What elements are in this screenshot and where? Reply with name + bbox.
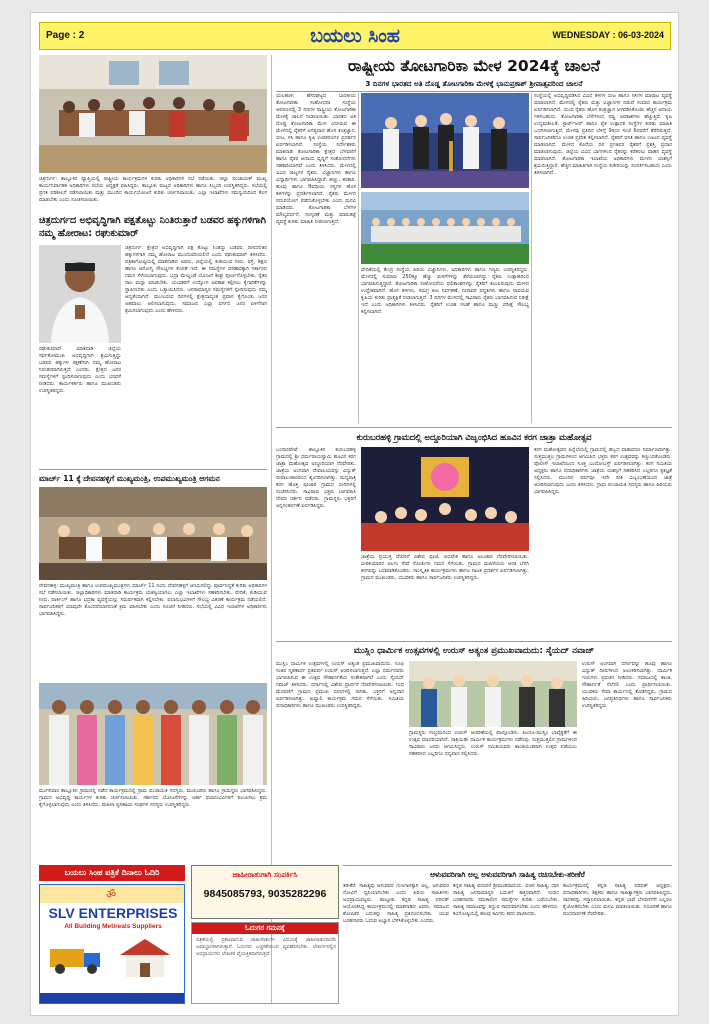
story3-headline: ಮಾರ್ಚ್ 11 ಕ್ಕೆ ದೇವನಹಳ್ಳಿಗೆ ಮುಖ್ಯಮಂತ್ರಿ, ಉಪಮುಖ್ಯಮಂತ್ರಿ ಆಗಮನ (39, 474, 220, 483)
story6-body-col2: ಕನ್ನಡ ಸಾಹಿತ್ಯ ಪರಂಪರೆ ಶ್ರೀಮಂತವಾದುದು. ವಚನ ಸಾಹಿತ್ಯ, ದಾಸ ಸಾಹಿತ್ಯ ಜನಸಾಮಾನ್ಯರ ಬದುಕಿಗೆ ಹತ್ತಿರವಾಗಿದೆ. ಇಂದಿನ ಬರಹಗಾರರು ಸಮಕಾಲೀನ ಸಮಸ್ಯೆಗಳ ಕುರಿತು ಬರೆಯಬೇಕು. ಸಾಹಿತ್ಯ ಸಮಾಜವನ್ನು ತಿದ್ದುವ ಸಾಧನವಾಗಬೇಕು ಎಂದು ಹೇಳಿದರು. ಕವಿಗೋಷ್ಠಿಯಲ್ಲಿ ಹಲವು ಕವಿಗಳು ಕವನ ವಾಚಿಸಿದರು. (453, 883, 559, 917)
photo-caption-group: ಮಂಗಳವಾರ ತಾಲ್ಲೂಕಿನ ಗ್ರಾಮದಲ್ಲಿ ನಡೆದ ಕಾರ್ಯಕ್ರಮದಲ್ಲಿ ಗ್ರಾಮ ಪಂಚಾಯತಿ ಸದಸ್ಯರು, ಮುಖಂಡರು ಹಾಗೂ ಗ್ರಾಮಸ್ಥರು ಭಾಗವಹಿಸಿದ್ದರು. ಗ್ರಾಮದ ಅಭಿವೃದ್ಧಿ ಕಾರ್ಯಗಳ ಕುರಿತು ಚರ್ಚಿಸಲಾಯಿತು. ಸರ್ಕಾರದ ಯೋಜನೆಗಳನ್ನು ಅರ್ಹ ಫಲಾನುಭವಿಗಳಿಗೆ ತಲುಪಿಸಲು ಕ್ರಮ ಕೈಗೊಳ್ಳಲಾಗುವುದು ಎಂದು ತಿಳಿಸಿದರು. ಮಹಿಳಾ ಸ್ವಸಹಾಯ ಸಂಘಗಳ ಸದಸ್ಯರು ಉಪಸ್ಥಿತರಿದ್ದರು. (39, 788, 267, 808)
story3-body: ದೇವನಹಳ್ಳಿ: ಮುಖ್ಯಮಂತ್ರಿ ಹಾಗೂ ಉಪಮುಖ್ಯಮಂತ್ರಿಗಳು ಮಾರ್ಚ್ 11 ರಂದು ದೇವನಹಳ್ಳಿಗೆ ಆಗಮಿಸಲಿದ್ದು ಪೂರ್ವಸಿದ್ಧತೆ ಕುರಿತು ಅಧಿಕಾರಿಗಳ ಸಭೆ ನಡೆಸಲಾಯಿತು. ಜಿಲ್ಲಾಧಿಕಾರಿಗಳು ಮಾತನಾಡಿ ಕಾರ್ಯಕ್ರಮ ಯಶಸ್ವಿಯಾಗಲು ಎಲ್ಲಾ ಇಲಾಖೆಗಳು ಸಹಕರಿಸಬೇಕು. ವೇದಿಕೆ, ಕುಡಿಯುವ ನೀರು, ಪಾರ್ಕಿಂಗ್ ಹಾಗೂ ಭದ್ರತಾ ವ್ಯವಸ್ಥೆಯನ್ನು ಸಮರ್ಪಕವಾಗಿ ಕಲ್ಪಿಸಬೇಕು. ಫಲಾನುಭವಿಗಳಿಗೆ ಸೌಲಭ್ಯ ವಿತರಣೆ ಕಾರ್ಯಕ್ರಮ ನಡೆಯಲಿದೆ. ಸಾರ್ವಜನಿಕರಿಗೆ ಯಾವುದೇ ತೊಂದರೆಯಾಗದಂತೆ ಕ್ರಮ ವಹಿಸಬೇಕು ಎಂದು ಸೂಚನೆ ನೀಡಿದರು. ಸಭೆಯಲ್ಲಿ ವಿವಿಧ ಇಲಾಖೆಗಳ ಅಧಿಕಾರಿಗಳು ಭಾಗವಹಿಸಿದ್ದರು. (39, 583, 267, 617)
slv-subtitle: All Building Metireals Suppliers (64, 923, 162, 930)
notice-body: ಪತ್ರಿಕೆಯಲ್ಲಿ ಪ್ರಕಟವಾಗುವ ಜಾಹೀರಾತುಗಳ ವಿಷಯಕ್ಕೆ ಜಾಹೀರಾತುದಾರರೇ ಜವಾಬ್ದಾರರಾಗಿರುತ್ತಾರೆ. ಓದುಗರು ಎಚ್ಚರಿಕೆಯಿಂದ ವ್ಯವಹರಿಸಬೇಕು. ಲೇಖನಗಳಲ್ಲಿನ ಅಭಿಪ್ರಾಯಗಳು ಲೇಖಕರ ವೈಯಕ್ತಿಕವಾಗಿರುತ್ತವೆ. (196, 937, 336, 957)
banner-ad (39, 865, 185, 881)
photo-meeting-hall (39, 55, 267, 173)
story2-headline (39, 214, 267, 240)
story4-headline: ಕುರುಬರಹಳ್ಳಿ ಗ್ರಾಮದಲ್ಲಿ ಅದ್ದೂರಿಯಾಗಿ ವಿಜೃಂಭಿಸಿದ ಹೂವಿನ ಕರಗ ಜಾತ್ರಾ ಮಹೋತ್ಸವ (356, 432, 592, 442)
story5-body-left: ಮುಸ್ಲಿಂ ಧಾರ್ಮಿಕ ಉತ್ಸವಗಳಲ್ಲಿ ಉರುಸ್ ಅತ್ಯಂತ ಪ್ರಮುಖವಾದುದು. ಸೂಫಿ ಸಂತರ ಸ್ಮರಣಾರ್ಥ ಪ್ರತಿವರ್ಷ ಉರುಸ್ ಆಚರಿಸಲಾಗುತ್ತದೆ. ಎಲ್ಲಾ ಧರ್ಮದವರು ಭಾಗವಹಿಸುವ ಈ ಉತ್ಸವ ಸೌಹಾರ್ದತೆಯ ಸಂಕೇತವಾಗಿದೆ ಎಂದು ಸೈಯದ್ ನವಾಜ್ ತಿಳಿಸಿದರು. ದರ್ಗಾದಲ್ಲಿ ವಿಶೇಷ ಪ್ರಾರ್ಥನೆ ನೆರವೇರಿಸಲಾಯಿತು. ಗಂಧ ಮೆರವಣಿಗೆ ಗ್ರಾಮದ ಪ್ರಮುಖ ಬೀದಿಗಳಲ್ಲಿ ಸಾಗಿತು. ಭಕ್ತರಿಗೆ ಅನ್ನದಾನ ಏರ್ಪಡಿಸಲಾಗಿತ್ತು. ಖವ್ವಾಲಿ ಕಾರ್ಯಕ್ರಮ ಗಮನ ಸೆಳೆಯಿತು. ಸಮಿತಿಯ ಪದಾಧಿಕಾರಿಗಳು ಹಾಗೂ ಮುಖಂಡರು ಉಪಸ್ಥಿತರಿದ್ದರು. (276, 661, 404, 709)
story5-body-mid: ಗ್ರಾಮಸ್ಥರು ಸಂಭ್ರಮದಿಂದ ಉರುಸ್ ಆಚರಣೆಯಲ್ಲಿ ಪಾಲ್ಗೊಂಡರು. ಹಿಂದೂ-ಮುಸ್ಲಿಂ ಭಾವೈಕ್ಯತೆಗೆ ಈ ಉತ್ಸವ ಮಾದರಿಯಾಗಿದೆ. ರಾತ್ರಿಯಿಡೀ ಧಾರ್ಮಿಕ ಕಾರ್ಯಕ್ರಮಗಳು ನಡೆದವು. ಸುತ್ತಮುತ್ತಲಿನ ಗ್ರಾಮಗಳಿಂದ ಸಾವಿರಾರು ಜನರು ಆಗಮಿಸಿದ್ದರು. ಉರುಸ್ ಸಮಿತಿಯವರು ಶಾಂತಿಯುತವಾಗಿ ಉತ್ಸವ ನಡೆಯಲು ಸಹಕರಿಸಿದ ಎಲ್ಲರಿಗೂ ಧನ್ಯವಾದ ಸಲ್ಲಿಸಿದರು. (409, 730, 577, 757)
photo-inauguration (361, 93, 529, 188)
photo-karaga-festival (361, 447, 529, 551)
newspaper-page (30, 12, 679, 1016)
classified-box (191, 865, 339, 919)
story5-headline: ಮುಸ್ಲಿಂ ಧಾರ್ಮಿಕ ಉತ್ಸವಗಳಲ್ಲಿ ಉರುಸ್ ಅತ್ಯಂತ ಪ್ರಮುಖವಾದುದು: ಸೈಯದ್ ನವಾಜ್ (353, 646, 595, 656)
main-subheadline: 3 ದಿನಗಳ ಭಾರತದ ಅತಿ ದೊಡ್ಡ ತೋಟಗಾರಿಕಾ ಮೇಳಕ್ಕೆ ಭಾನುಪ್ರಕಾಶ್ ಶ್ರೀವಾತ್ಸವರಿಂದ ಚಾಲನೆ (365, 79, 583, 88)
truck-icon (48, 937, 106, 977)
main-story-col2: ವೇದಿಕೆಯಲ್ಲಿ ಕೇಂದ್ರ ಸಂಸ್ಥೆಯ ಹಿರಿಯ ವಿಜ್ಞಾನಿಗಳು, ಅಧಿಕಾರಿಗಳು ಹಾಗೂ ಗಣ್ಯರು ಉಪಸ್ಥಿತರಿದ್ದರು. ಮೇಳದಲ್ಲಿ ಸುಮಾರು 250ಕ್ಕೂ ಹೆಚ್ಚು ಮಳಿಗೆಗಳನ್ನು ತೆರೆಯಲಾಗಿದ್ದು ರೈತರು ಉತ್ಸಾಹದಿಂದ ಭಾಗವಹಿಸುತ್ತಿದ್ದಾರೆ. ತೋಟಗಾರಿಕಾ ಸಂಶೋಧನೆಯ ಫಲಿತಾಂಶಗಳನ್ನು ರೈತರಿಗೆ ತಲುಪಿಸುವುದು ಮೇಳದ ಉದ್ದೇಶವಾಗಿದೆ. ಹೊಸ ತಳಿಗಳು, ಸಮಗ್ರ ಕೀಟ ನಿರ್ವಹಣೆ, ನೀರಾವರಿ ಪದ್ಧತಿಗಳು ಹಾಗೂ ಸಾವಯವ ಕೃಷಿಯ ಕುರಿತು ಪ್ರಾತ್ಯಕ್ಷಿಕೆ ನೀಡಲಾಗುತ್ತಿದೆ. 3 ದಿನಗಳ ಮೇಳದಲ್ಲಿ ಸಾವಿರಾರು ರೈತರು ಭಾಗವಹಿಸುವ ನಿರೀಕ್ಷೆ ಇದೆ ಎಂದು ಅಧಿಕಾರಿಗಳು ತಿಳಿಸಿದರು. ರೈತರಿಗೆ ಉಚಿತ ಸಲಹೆ ಹಾಗೂ ಮಣ್ಣು ಪರೀಕ್ಷೆ ಸೌಲಭ್ಯ ಕಲ್ಪಿಸಲಾಗಿದೆ. (361, 267, 529, 315)
page-number: Page : 2 (46, 30, 85, 41)
slv-name: SLV ENTERPRISES (48, 905, 178, 921)
story6-headline: ಆಳುವವರಿಗಾಗಿ ಅಲ್ಲ ಅಳುವವರಿಗಾಗಿ ಸಾಹಿತ್ಯ ರಚಿಸಬೇಕು-ತರೀಕೆರೆ (430, 870, 585, 879)
main-story-col3: ಸಂಸ್ಥೆಯಲ್ಲಿ ಅಭಿವೃದ್ಧಿಪಡಿಸಿದ ವಿವಿಧ ತಳಿಗಳ ಬೀಜ ಹಾಗೂ ಸಸಿಗಳ ಮಾರಾಟ ವ್ಯವಸ್ಥೆ ಮಾಡಲಾಗಿದೆ. ಮೇಳದಲ್ಲಿ ರೈತರು ಮತ್ತು ವಿಜ್ಞಾನಿಗಳ ನಡುವೆ ಸಂವಾದ ಕಾರ್ಯಕ್ರಮ ಏರ್ಪಡಿಸಲಾಗಿದೆ. ಯುವ ರೈತರು ಹೊಸ ತಂತ್ರಜ್ಞಾನ ಅಳವಡಿಸಿಕೊಂಡು ಹೆಚ್ಚಿನ ಆದಾಯ ಗಳಿಸಬಹುದು. ತೋಟಗಾರಿಕಾ ಬೆಳೆಗಳಿಂದ ರಫ್ತು ಅವಕಾಶಗಳು ಹೆಚ್ಚುತ್ತಿವೆ. ಕೃಷಿ ಉದ್ಯಮಶೀಲತೆ, ಸ್ಟಾರ್ಟ್‌ಅಪ್ ಹಾಗೂ ರೈತ ಉತ್ಪಾದಕ ಸಂಸ್ಥೆಗಳ ಕುರಿತು ಮಾಹಿತಿ ಒದಗಿಸಲಾಗುತ್ತಿದೆ. ಮೇಳವು ಪ್ರತಿದಿನ ಬೆಳಿಗ್ಗೆ 9ರಿಂದ ಸಂಜೆ 6ರವರೆಗೆ ತೆರೆದಿರುತ್ತದೆ. ಸಾರ್ವಜನಿಕರಿಗೂ ಉಚಿತ ಪ್ರವೇಶ ಕಲ್ಪಿಸಲಾಗಿದೆ. ರೈತರಿಗೆ ವಸತಿ ಹಾಗೂ ಊಟದ ವ್ಯವಸ್ಥೆ ಮಾಡಲಾಗಿದೆ. ಮೇಳದ ಕೊನೆಯ ದಿನ ಪ್ರಗತಿಪರ ರೈತರಿಗೆ ಪ್ರಶಸ್ತಿ ಪ್ರದಾನ ಮಾಡಲಾಗುವುದು. ಜಿಲ್ಲೆಯ ವಿವಿಧ ಭಾಗಗಳಿಂದ ರೈತರನ್ನು ಕರೆತರಲು ವಾಹನ ವ್ಯವಸ್ಥೆ ಮಾಡಲಾಗಿದೆ. ತೋಟಗಾರಿಕಾ ಇಲಾಖೆಯ ಅಧಿಕಾರಿಗಳು ಮೇಳದ ಯಶಸ್ಸಿಗೆ ಶ್ರಮಿಸುತ್ತಿದ್ದಾರೆ. ಹೆಚ್ಚಿನ ಮಾಹಿತಿಗಾಗಿ ಸಂಸ್ಥೆಯ ಕಚೇರಿಯನ್ನು ಸಂಪರ್ಕಿಸಬಹುದು ಎಂದು ತಿಳಿಸಲಾಗಿದೆ. (534, 93, 672, 176)
masthead (39, 22, 671, 50)
photo-audience-stage (361, 192, 529, 264)
newspaper-name: ಬಯಲು ಸಿಂಹ (310, 25, 400, 47)
story2-headline-text: ಚಿತ್ರದುರ್ಗದ ಅಭಿವೃದ್ಧಿಗಾಗಿ ಪಕ್ಷತೊಟ್ಟು ನಿಂತಿರುತ್ತಾರೆ ಬಡವರ ಹಕ್ಕುಗಳಿಗಾಗಿ ನಮ್ಮ ಹೋರಾಟ: ರಘುಕುಮಾರ್ (39, 215, 266, 239)
classified-title: ಜಾಹೀರಾತುಗಾಗಿ ಸಂಪರ್ಕಿಸಿ (232, 870, 298, 879)
story4-body-left: ಬಂಗಾರಪೇಟೆ: ತಾಲ್ಲೂಕಿನ ಕುರುಬರಹಳ್ಳಿ ಗ್ರಾಮದಲ್ಲಿ ಶ್ರೀ ಧರ್ಮರಾಯಸ್ವಾಮಿ ಹೂವಿನ ಕರಗ ಜಾತ್ರಾ ಮಹೋತ್ಸವ ಅದ್ದೂರಿಯಾಗಿ ನೆರವೇರಿತು. ಜಾತ್ರೆಯ ಅಂಗವಾಗಿ ದೇವಾಲಯವನ್ನು ವಿದ್ಯುತ್ ದೀಪಾಲಂಕಾರದಿಂದ ಶೃಂಗರಿಸಲಾಗಿತ್ತು. ಮಧ್ಯರಾತ್ರಿ ಕರಗ ಹೊತ್ತ ಪೂಜಾರಿ ಗ್ರಾಮದ ಬೀದಿಗಳಲ್ಲಿ ಸಂಚರಿಸಿದರು. ಸಾವಿರಾರು ಭಕ್ತರು ಭಾಗವಹಿಸಿ ದೇವರ ದರ್ಶನ ಪಡೆದರು. ಗ್ರಾಮಸ್ಥರು ಭಕ್ತರಿಗೆ ಅನ್ನಸಂತರ್ಪಣೆ ಏರ್ಪಡಿಸಿದ್ದರು. (276, 447, 356, 509)
classified-phones: 9845085793, 9035282296 (203, 888, 327, 900)
banner-ad-text: ಬಯಲು ಸಿಂಹ ಪತ್ರಿಕೆ ದಿನಾಲು ಓದಿರಿ (64, 868, 160, 877)
photo-raghukumar (39, 245, 121, 343)
story6-body-col1: ತರೀಕೆರೆ: ಸಾಹಿತ್ಯವು ಆಳುವವರ ಗುಣಗಾನಕ್ಕಾಗಿ ಅಲ್ಲ, ಅಳುವವರ ನೋವಿಗೆ ಧ್ವನಿಯಾಗಬೇಕು ಎಂದು ಹಿರಿಯ ಸಾಹಿತಿಗಳು ಅಭಿಪ್ರಾಯಪಟ್ಟರು. ತಾಲ್ಲೂಕು ಕನ್ನಡ ಸಾಹಿತ್ಯ ಪರಿಷತ್ ಆಯೋಜಿಸಿದ್ದ ಕಾರ್ಯಕ್ರಮದಲ್ಲಿ ಮಾತನಾಡಿದ ಅವರು, ಸಮಾಜದ ಶೋಷಿತರ ಬದುಕನ್ನು ಸಾಹಿತ್ಯ ಪ್ರತಿಬಿಂಬಿಸಬೇಕು. ಯುವ ಬರಹಗಾರರು ಓದುವ ಅಭ್ಯಾಸ ಬೆಳೆಸಿಕೊಳ್ಳಬೇಕು ಎಂದರು. (343, 883, 449, 924)
photo-urus-group (409, 661, 577, 727)
house-icon (112, 935, 178, 979)
slv-om-icon: ॐ (106, 888, 117, 901)
story4-body-mid: ಜಾತ್ರೆಯ ಪ್ರಯುಕ್ತ ದೇವರಿಗೆ ವಿಶೇಷ ಪೂಜೆ, ಅಭಿಷೇಕ ಹಾಗೂ ಅಲಂಕಾರ ನೆರವೇರಿಸಲಾಯಿತು. ವೀರಕುಮಾರರ ಅಲಗು ಸೇವೆ ನೋಡುಗರ ಗಮನ ಸೆಳೆಯಿತು. ಗ್ರಾಮದ ಮಹಿಳೆಯರು ಆರತಿ ಬೆಳಗಿ ಕರಗವನ್ನು ಬರಮಾಡಿಕೊಂಡರು. ಸಾಂಸ್ಕೃತಿಕ ಕಾರ್ಯಕ್ರಮಗಳು ಹಾಗೂ ನಾಟಕ ಪ್ರದರ್ಶನ ಏರ್ಪಡಿಸಲಾಗಿತ್ತು. ಗ್ರಾಮದ ಮುಖಂಡರು, ಯುವಕರು ಹಾಗೂ ಸಾರ್ವಜನಿಕರು ಉಪಸ್ಥಿತರಿದ್ದರು. (361, 554, 529, 581)
reader-notice (191, 922, 339, 1004)
story5-body-right: ಉರುಸ್ ಅಂಗವಾಗಿ ದರ್ಗಾವನ್ನು ಹೂವು ಹಾಗೂ ವಿದ್ಯುತ್ ದೀಪಗಳಿಂದ ಅಲಂಕರಿಸಲಾಗಿತ್ತು. ಧಾರ್ಮಿಕ ಗುರುಗಳು ಪ್ರವಚನ ನೀಡಿದರು. ಸಮಾಜದಲ್ಲಿ ಶಾಂತಿ, ಸೌಹಾರ್ದತೆ ನೆಲೆಸಲಿ ಎಂದು ಪ್ರಾರ್ಥಿಸಲಾಯಿತು. ಯುವಕರು ಸೇವಾ ಕಾರ್ಯದಲ್ಲಿ ತೊಡಗಿದ್ದರು. ಗ್ರಾಮದ ಹಿರಿಯರು, ಜನಪ್ರತಿನಿಧಿಗಳು ಹಾಗೂ ಸಾರ್ವಜನಿಕರು ಉಪಸ್ಥಿತರಿದ್ದರು. (582, 661, 672, 709)
photo-caption-meeting: ಚಿತ್ರದುರ್ಗ: ತಾಲ್ಲೂಕಿನ ವ್ಯಾಪ್ತಿಯಲ್ಲಿ ರಾಷ್ಟ್ರೀಯ ಕಾರ್ಯಕ್ರಮಗಳ ಕುರಿತು ಅಧಿಕಾರಿಗಳ ಸಭೆ ನಡೆಯಿತು. ಜಿಲ್ಲಾ ಪಂಚಾಯತ್ ಮುಖ್ಯ ಕಾರ್ಯನಿರ್ವಾಹಕ ಅಧಿಕಾರಿಗಳು ಸಭೆಯ ಅಧ್ಯಕ್ಷತೆ ವಹಿಸಿದ್ದರು. ತಾಲ್ಲೂಕು ಮಟ್ಟದ ಅಧಿಕಾರಿಗಳು ಹಾಗೂ ಸಿಬ್ಬಂದಿ ಉಪಸ್ಥಿತರಿದ್ದರು. ಸಭೆಯಲ್ಲಿ ಪ್ರಗತಿ ಪರಿಶೀಲನೆ ನಡೆಸಲಾಯಿತು ಮತ್ತು ಮುಂದಿನ ಕಾರ್ಯಯೋಜನೆ ಕುರಿತು ಚರ್ಚಿಸಲಾಯಿತು. ಎಲ್ಲಾ ಇಲಾಖೆಗಳು ಸಮನ್ವಯದಿಂದ ಕೆಲಸ ಮಾಡಬೇಕು ಎಂದು ಸೂಚಿಸಲಾಯಿತು. (39, 176, 267, 203)
photo-cm-meeting (39, 487, 267, 580)
slv-ad (39, 884, 185, 1004)
main-story-col1: ಯಲಹಂಕ: ಹೆಸರಘಟ್ಟದ ಭಾರತೀಯ ತೋಟಗಾರಿಕಾ ಸಂಶೋಧನಾ ಸಂಸ್ಥೆಯ ಆವರಣದಲ್ಲಿ 3 ದಿನಗಳ ರಾಷ್ಟ್ರೀಯ ತೋಟಗಾರಿಕಾ ಮೇಳಕ್ಕೆ ಚಾಲನೆ ನೀಡಲಾಯಿತು. ಭಾರತದ ಅತಿ ದೊಡ್ಡ ತೋಟಗಾರಿಕಾ ಮೇಳ ಎನಿಸಿರುವ ಈ ಮೇಳದಲ್ಲಿ ರೈತರಿಗೆ ಅಗತ್ಯವಾದ ಹೊಸ ತಂತ್ರಜ್ಞಾನ, ಬೀಜ, ಸಸಿ ಹಾಗೂ ಕೃಷಿ ಉಪಕರಣಗಳ ಪ್ರದರ್ಶನ ಏರ್ಪಡಿಸಲಾಗಿದೆ. ಸಂಸ್ಥೆಯ ನಿರ್ದೇಶಕರು ಮಾತನಾಡಿ ತೋಟಗಾರಿಕಾ ಕ್ಷೇತ್ರದ ಬೆಳವಣಿಗೆ ಹಾಗೂ ರೈತರ ಆದಾಯ ವೃದ್ಧಿಗೆ ಸಂಶೋಧನೆಗಳು ಸಹಕಾರಿಯಾಗಿವೆ ಎಂದು ತಿಳಿಸಿದರು. ಮೇಳದಲ್ಲಿ ವಿವಿಧ ರಾಜ್ಯಗಳ ರೈತರು, ವಿಜ್ಞಾನಿಗಳು ಹಾಗೂ ವಿದ್ಯಾರ್ಥಿಗಳು ಭಾಗವಹಿಸಿದ್ದಾರೆ. ಹಣ್ಣು, ತರಕಾರಿ, ಹೂವು ಹಾಗೂ ಔಷಧೀಯ ಸಸ್ಯಗಳ ಹೊಸ ತಳಿಗಳನ್ನು ಪ್ರದರ್ಶಿಸಲಾಗಿದೆ. ರೈತರು ಮೇಳದ ಸದುಪಯೋಗ ಪಡೆದುಕೊಳ್ಳಬೇಕು ಎಂದು ಮನವಿ ಮಾಡಿದರು. ತೋಟಗಾರಿಕಾ ಬೆಳೆಗಳ ಮೌಲ್ಯವರ್ಧನೆ, ಸಂಸ್ಕರಣೆ ಮತ್ತು ಮಾರುಕಟ್ಟೆ ವ್ಯವಸ್ಥೆ ಕುರಿತು ಮಾಹಿತಿ ನೀಡಲಾಗುತ್ತದೆ. (276, 93, 356, 225)
photo-group-standing (39, 683, 267, 785)
story4-body-right: ಕರಗ ಮಹೋತ್ಸವದ ಹಿನ್ನೆಲೆಯಲ್ಲಿ ಗ್ರಾಮದಲ್ಲಿ ಹಬ್ಬದ ವಾತಾವರಣ ನಿರ್ಮಾಣವಾಗಿತ್ತು. ಸುತ್ತಮುತ್ತಲ ಗ್ರಾಮಗಳಿಂದ ಆಗಮಿಸಿದ ಭಕ್ತರು ಕರಗ ಉತ್ಸವವನ್ನು ಕಣ್ತುಂಬಿಕೊಂಡರು. ಪೊಲೀಸ್ ಇಲಾಖೆಯಿಂದ ಸೂಕ್ತ ಬಂದೋಬಸ್ತ್ ಏರ್ಪಡಿಸಲಾಗಿತ್ತು. ಕರಗ ಸಮಿತಿಯ ಅಧ್ಯಕ್ಷರು ಹಾಗೂ ಪದಾಧಿಕಾರಿಗಳು ಜಾತ್ರೆಯ ಯಶಸ್ಸಿಗೆ ಸಹಕರಿಸಿದ ಎಲ್ಲರಿಗೂ ಕೃತಜ್ಞತೆ ಸಲ್ಲಿಸಿದರು. ಮುಂದಿನ ವರ್ಷವೂ ಇದೇ ರೀತಿ ವಿಜೃಂಭಣೆಯಿಂದ ಜಾತ್ರೆ ಆಚರಿಸಲಾಗುವುದು ಎಂದು ತಿಳಿಸಿದರು. ಗ್ರಾಮ ಪಂಚಾಯತಿ ಸದಸ್ಯರು ಹಾಗೂ ಹಿರಿಯರು ಭಾಗವಹಿಸಿದ್ದರು. (534, 447, 672, 495)
issue-date: WEDNESDAY : 06-03-2024 (552, 30, 664, 40)
story6-body-col3: ಕಾರ್ಯಕ್ರಮದಲ್ಲಿ ಕನ್ನಡ ಸಾಹಿತ್ಯ ಪರಿಷತ್ ಅಧ್ಯಕ್ಷರು, ಪದಾಧಿಕಾರಿಗಳು, ಶಿಕ್ಷಕರು ಹಾಗೂ ಸಾಹಿತ್ಯಾಸಕ್ತರು ಭಾಗವಹಿಸಿದ್ದರು. ಸಾಧಕರನ್ನು ಸನ್ಮಾನಿಸಲಾಯಿತು. ಕನ್ನಡ ಭಾಷೆ ಬೆಳವಣಿಗೆಗೆ ಎಲ್ಲರೂ ಕೈಜೋಡಿಸಬೇಕು ಎಂದು ಮನವಿ ಮಾಡಲಾಯಿತು. ನಿರೂಪಣೆ ಹಾಗೂ ವಂದನಾರ್ಪಣೆ ನೆರವೇರಿತು. (563, 883, 672, 917)
notice-title: ಓದುಗರ ಗಮನಕ್ಕೆ (192, 923, 338, 934)
main-headline: ರಾಷ್ಟ್ರೀಯ ತೋಟಗಾರಿಕಾ ಮೇಳ 2024ಕ್ಕೆ ಚಾಲನೆ (347, 57, 601, 75)
story2-body-left: ರಘುಕುಮಾರ್ ಮಾತನಾಡಿ ಜಿಲ್ಲೆಯ ಸರ್ವತೋಮುಖ ಅಭಿವೃದ್ಧಿಗಾಗಿ ಶ್ರಮಿಸುತ್ತಿದ್ದು ಬಡವರ ಹಕ್ಕುಗಳ ರಕ್ಷಣೆಗಾಗಿ ನಮ್ಮ ಹೋರಾಟ ನಿರಂತರವಾಗಿರುತ್ತದೆ ಎಂದರು. ಕ್ಷೇತ್ರದ ಜನರ ಸಮಸ್ಯೆಗಳಿಗೆ ಸ್ಪಂದಿಸಲಾಗುವುದು ಎಂದು ಭರವಸೆ ನೀಡಿದರು. ಕಾರ್ಯಕರ್ತರು ಹಾಗೂ ಮುಖಂಡರು ಉಪಸ್ಥಿತರಿದ್ದರು. (39, 346, 121, 394)
story2-body-right: ಚಿತ್ರದುರ್ಗ: ಕ್ಷೇತ್ರದ ಅಭಿವೃದ್ಧಿಗಾಗಿ ಪಕ್ಷ ತೊಟ್ಟು ನಿಂತಿದ್ದು ಬಡವರ, ದೀನದಲಿತರ ಹಕ್ಕುಗಳಿಗಾಗಿ ನಮ್ಮ ಹೋರಾಟ ಮುಂದುವರಿಯಲಿದೆ ಎಂದು ರಘುಕುಮಾರ್ ತಿಳಿಸಿದರು. ಪತ್ರಿಕಾಗೋಷ್ಠಿಯಲ್ಲಿ ಮಾತನಾಡಿದ ಅವರು, ಜಿಲ್ಲೆಯಲ್ಲಿ ಕುಡಿಯುವ ನೀರು, ರಸ್ತೆ, ಶಿಕ್ಷಣ ಹಾಗೂ ಆರೋಗ್ಯ ಸೌಲಭ್ಯಗಳ ಕೊರತೆ ಇದೆ. ಈ ಸಮಸ್ಯೆಗಳ ಪರಿಹಾರಕ್ಕಾಗಿ ಸರ್ಕಾರದ ಗಮನ ಸೆಳೆಯಲಾಗುವುದು. ಭದ್ರಾ ಮೇಲ್ದಂಡೆ ಯೋಜನೆ ಶೀಘ್ರ ಪೂರ್ಣಗೊಳ್ಳಬೇಕು. ರೈತರ ಸಾಲ ಮನ್ನಾ ಮಾಡಬೇಕು. ಯುವಕರಿಗೆ ಉದ್ಯೋಗ ಅವಕಾಶ ಕಲ್ಪಿಸಲು ಕೈಗಾರಿಕೆಗಳನ್ನು ಸ್ಥಾಪಿಸಬೇಕು ಎಂದು ಒತ್ತಾಯಿಸಿದರು. ಜನಸಾಮಾನ್ಯರ ಸಮಸ್ಯೆಗಳಿಗೆ ಸ್ಪಂದಿಸುವುದು ನಮ್ಮ ಆದ್ಯತೆಯಾಗಿದೆ. ಮುಂಬರುವ ದಿನಗಳಲ್ಲಿ ಕ್ಷೇತ್ರದಾದ್ಯಂತ ಪ್ರವಾಸ ಕೈಗೊಂಡು ಜನರ ಅಹವಾಲು ಆಲಿಸಲಾಗುವುದು. ಸಮಾಜದ ಎಲ್ಲಾ ವರ್ಗದ ಜನರ ಏಳಿಗೆಗಾಗಿ ಶ್ರಮಿಸಲಾಗುವುದು ಎಂದು ಹೇಳಿದರು. (125, 245, 267, 314)
